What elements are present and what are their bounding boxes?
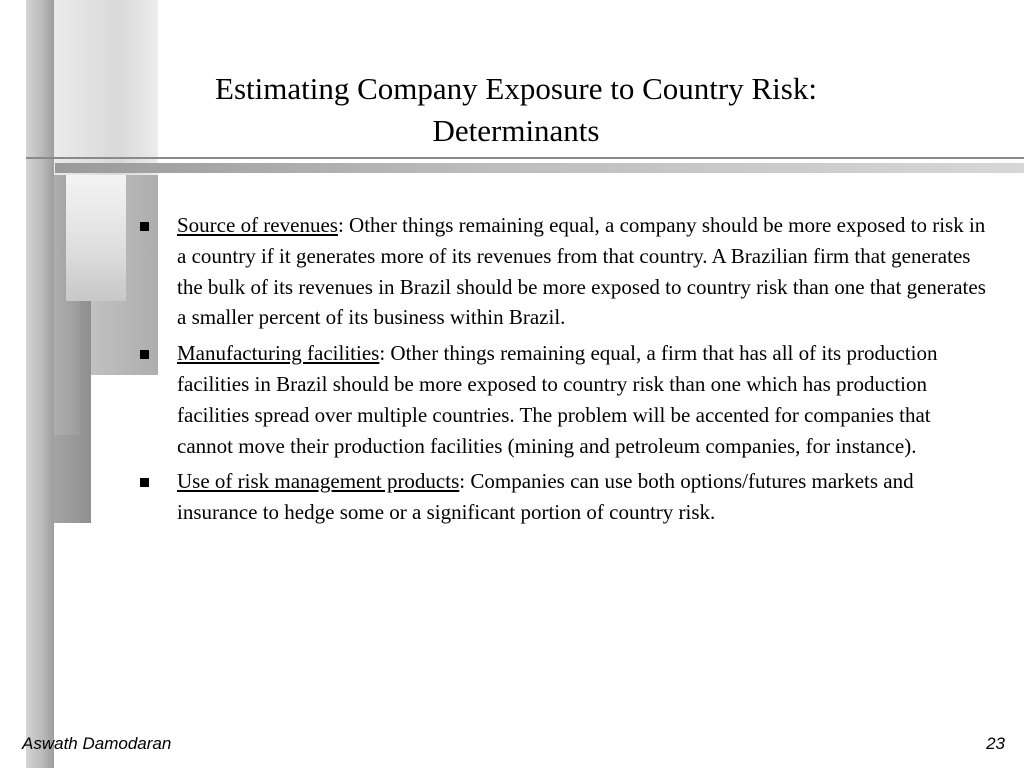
bullet-text: : Other things remaining equal, a company should be more exposed to risk in a country if it generates more of its revenues from that country. A Brazilian firm that generates the bulk of its revenues in Brazil should be more exposed to country risk than one that generates a smaller percent of its business within Brazil. xyxy=(177,213,986,330)
bullet-term: Use of risk management products xyxy=(177,469,460,494)
page-number: 23 xyxy=(986,734,1005,753)
bullet-item xyxy=(140,210,990,333)
square-bullet-icon xyxy=(140,478,149,487)
bullet-text: : Other things remaining equal, a firm that has all of its production facilities in Brazil should be more exposed to country risk than one which has production facilities spread over multiple countries. The problem will be accented for companies that cannot move their production facilities (mining and petroleum companies, for instance). xyxy=(177,341,938,458)
title-divider-thin xyxy=(26,157,1024,159)
bullet-term: Source of revenues xyxy=(177,213,338,237)
bullet-text: : Companies can use both options/futures markets and insurance to hedge some or a significant portion of country risk. xyxy=(177,469,914,525)
square-bullet-icon xyxy=(140,350,149,359)
bullet-item xyxy=(140,338,990,461)
bullet-term: Manufacturing facilities xyxy=(177,341,380,366)
title-divider-thick xyxy=(55,163,1024,173)
square-bullet-icon xyxy=(140,222,149,231)
decorative-bar xyxy=(26,0,54,768)
bullet-item xyxy=(140,466,990,528)
bullet-list xyxy=(140,210,990,533)
decorative-bar xyxy=(66,175,126,301)
slide-title-line2: Determinants xyxy=(432,113,600,148)
slide-title xyxy=(158,68,874,152)
footer-author: Aswath Damodaran xyxy=(22,734,172,753)
slide-title-line1: Estimating Company Exposure to Country Risk: xyxy=(215,71,817,106)
